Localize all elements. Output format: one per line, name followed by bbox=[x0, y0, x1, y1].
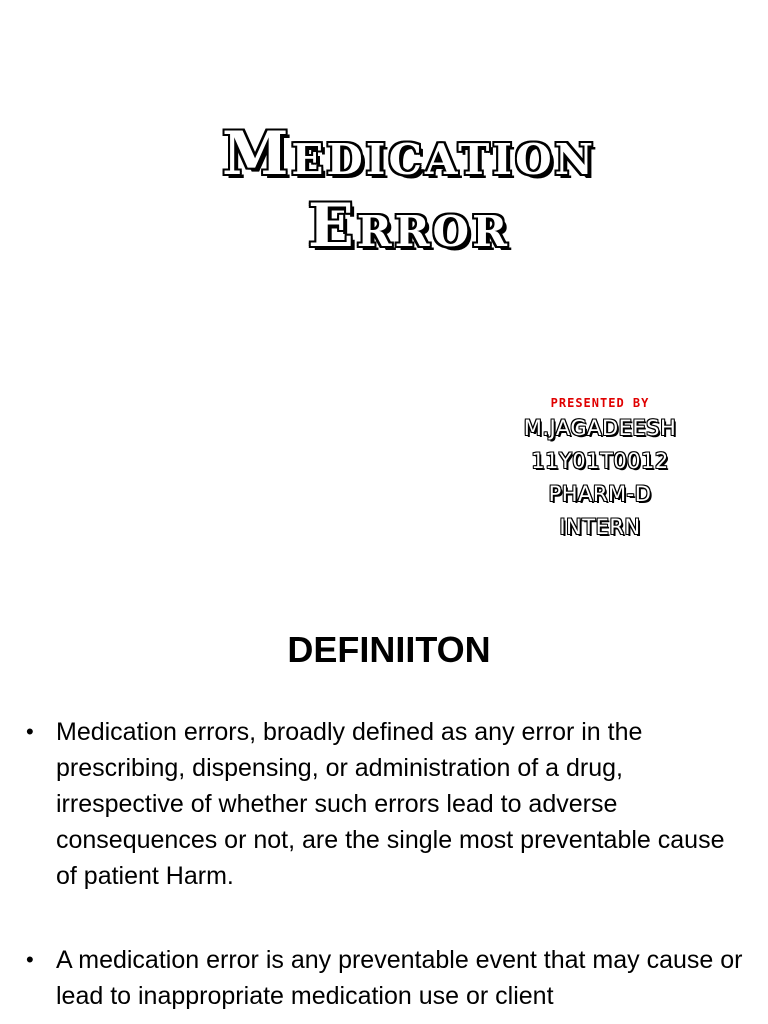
title-line-1: Medication bbox=[221, 119, 597, 189]
list-item bbox=[26, 714, 746, 894]
definition-slide bbox=[0, 600, 768, 1024]
definition-heading: DEFINIITON bbox=[287, 629, 491, 670]
bullet-text: Medication errors, broadly defined as any error in the prescribing, dispensing, or administration of a drug, irrespective of whether such errors lead to adverse consequences or not, are the single most preventable cause of patient Harm. bbox=[56, 718, 725, 890]
definition-list bbox=[26, 714, 746, 1024]
presenter-block bbox=[480, 396, 720, 544]
bullet-text: A medication error is any preventable event that may cause or lead to inappropriate medication use or client bbox=[56, 946, 743, 1010]
presented-by-label: PRESENTED BY bbox=[550, 396, 650, 410]
presenter-course: PHARM-D bbox=[548, 482, 652, 506]
bullet-icon: • bbox=[26, 947, 34, 972]
presenter-role: INTERN bbox=[559, 515, 641, 539]
title-line-2: Error bbox=[307, 191, 511, 261]
presenter-name: M.JAGADEESH bbox=[523, 416, 677, 440]
bullet-icon: • bbox=[26, 719, 34, 744]
presenter-id: 11Y01T0012 bbox=[531, 449, 669, 473]
slide-title bbox=[0, 118, 768, 262]
list-item bbox=[26, 942, 746, 1014]
